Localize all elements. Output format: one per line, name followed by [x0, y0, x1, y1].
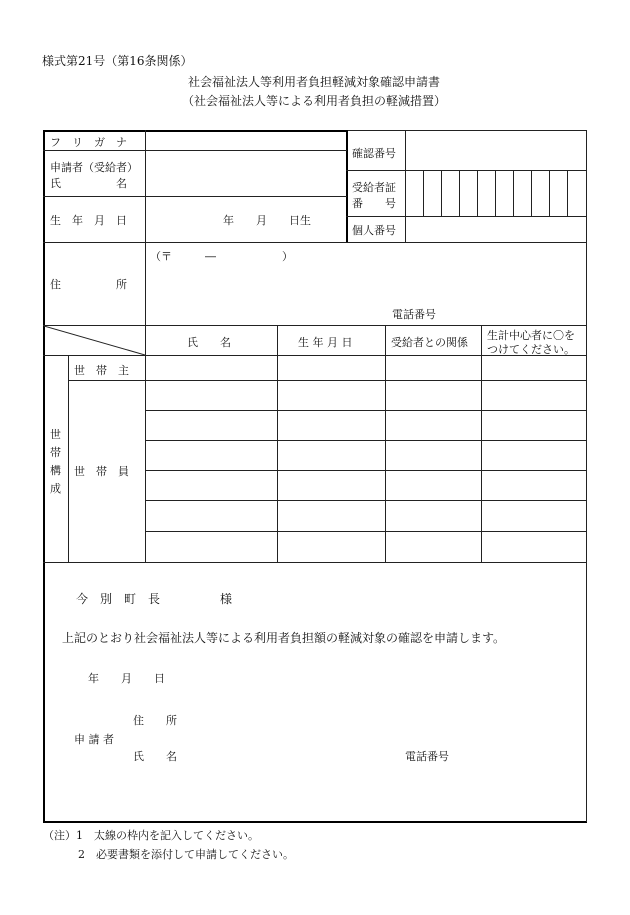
furigana-row-line — [145, 150, 347, 151]
application-date: 年 月 日 — [88, 672, 165, 685]
footer-applicant-label: 申 請 者 — [74, 733, 114, 746]
recipient-no-field[interactable] — [407, 172, 585, 215]
col-header-birth: 生 年 月 日 — [298, 336, 353, 349]
name-row-line — [43, 196, 347, 197]
right-box-col-divider — [405, 130, 406, 242]
recipient-row-line — [346, 216, 587, 217]
confirm-row-line — [346, 170, 587, 171]
household-member-row[interactable] — [146, 411, 585, 440]
footer-phone-field[interactable] — [460, 744, 580, 762]
side-label-3: 構 — [50, 464, 61, 477]
footer-phone-label: 電話番号 — [405, 750, 449, 763]
note-1: （注）1 太線の枠内を記入してください。 — [43, 829, 259, 842]
col-header-name: 氏 名 — [187, 336, 231, 349]
personal-no-label: 個人番号 — [352, 224, 396, 237]
household-member-label: 世 帯 員 — [74, 465, 129, 478]
addressee: 今 別 町 長 様 — [76, 592, 233, 606]
name-label: 氏 名 — [50, 177, 127, 190]
birth-label: 生 年 月 日 — [50, 214, 127, 227]
personal-no-field[interactable] — [407, 218, 585, 241]
birth-date-field[interactable] — [147, 198, 345, 241]
side-label-2: 帯 — [50, 446, 61, 459]
note-2: 2 必要書類を添付して申請してください。 — [78, 848, 294, 861]
footer-address-field[interactable] — [188, 708, 568, 726]
col-header-relation: 受給者との関係 — [391, 336, 468, 349]
footer-name-label: 氏 名 — [133, 750, 177, 763]
address-field[interactable] — [147, 244, 585, 324]
household-head-relation-field[interactable] — [386, 356, 480, 380]
frame-left — [43, 130, 45, 822]
col-header-head-1: 生計中心者に〇を — [487, 329, 575, 342]
recipient-no-label-1: 受給者証 — [352, 181, 396, 194]
phone-label: 電話番号 — [392, 308, 436, 321]
household-head-name-field[interactable] — [146, 356, 276, 380]
confirm-no-field[interactable] — [407, 132, 585, 169]
application-statement: 上記のとおり社会福祉法人等による利用者負担額の軽減対象の確認を申請します。 — [62, 631, 506, 645]
birth-row-line — [43, 242, 587, 243]
side-label-4: 成 — [50, 482, 61, 495]
footer-name-field[interactable] — [188, 744, 388, 762]
furigana-row-line-left — [43, 150, 145, 151]
footer-address-label: 住 所 — [133, 714, 177, 727]
frame-right — [586, 130, 587, 822]
household-member-row[interactable] — [146, 471, 585, 500]
household-member-row[interactable] — [146, 532, 585, 562]
form-title: 社会福祉法人等利用者負担軽減対象確認申請書 — [188, 75, 441, 89]
birth-date-text: 年 月 日生 — [223, 214, 311, 227]
household-head-birth-field[interactable] — [278, 356, 384, 380]
recipient-no-label-2: 番 号 — [352, 197, 396, 210]
household-side-divider — [68, 355, 69, 562]
name-field[interactable] — [147, 152, 345, 195]
col-header-head-2: つけてください。 — [487, 343, 575, 356]
address-label: 住 所 — [50, 278, 127, 291]
header-diagonal — [44, 326, 145, 355]
thick-box-right — [346, 130, 348, 242]
furigana-label: フ リ ガ ナ — [50, 136, 127, 149]
household-head-mark-field[interactable] — [482, 356, 585, 380]
form-number: 様式第21号（第16条関係） — [42, 54, 193, 68]
household-head-label: 世 帯 主 — [74, 364, 129, 377]
household-member-row[interactable] — [146, 501, 585, 531]
frame-bottom — [43, 821, 587, 823]
household-bottom-line — [43, 562, 587, 563]
applicant-label: 申請者（受給者） — [50, 161, 138, 174]
side-label-1: 世 — [50, 428, 61, 441]
household-member-row[interactable] — [146, 441, 585, 470]
confirm-no-label: 確認番号 — [352, 147, 396, 160]
postal-code: （〒 ― ） — [150, 250, 293, 263]
household-member-row[interactable] — [146, 381, 585, 410]
form-subtitle: （社会福祉法人等による利用者負担の軽減措置） — [182, 94, 447, 108]
furigana-field[interactable] — [147, 132, 345, 149]
